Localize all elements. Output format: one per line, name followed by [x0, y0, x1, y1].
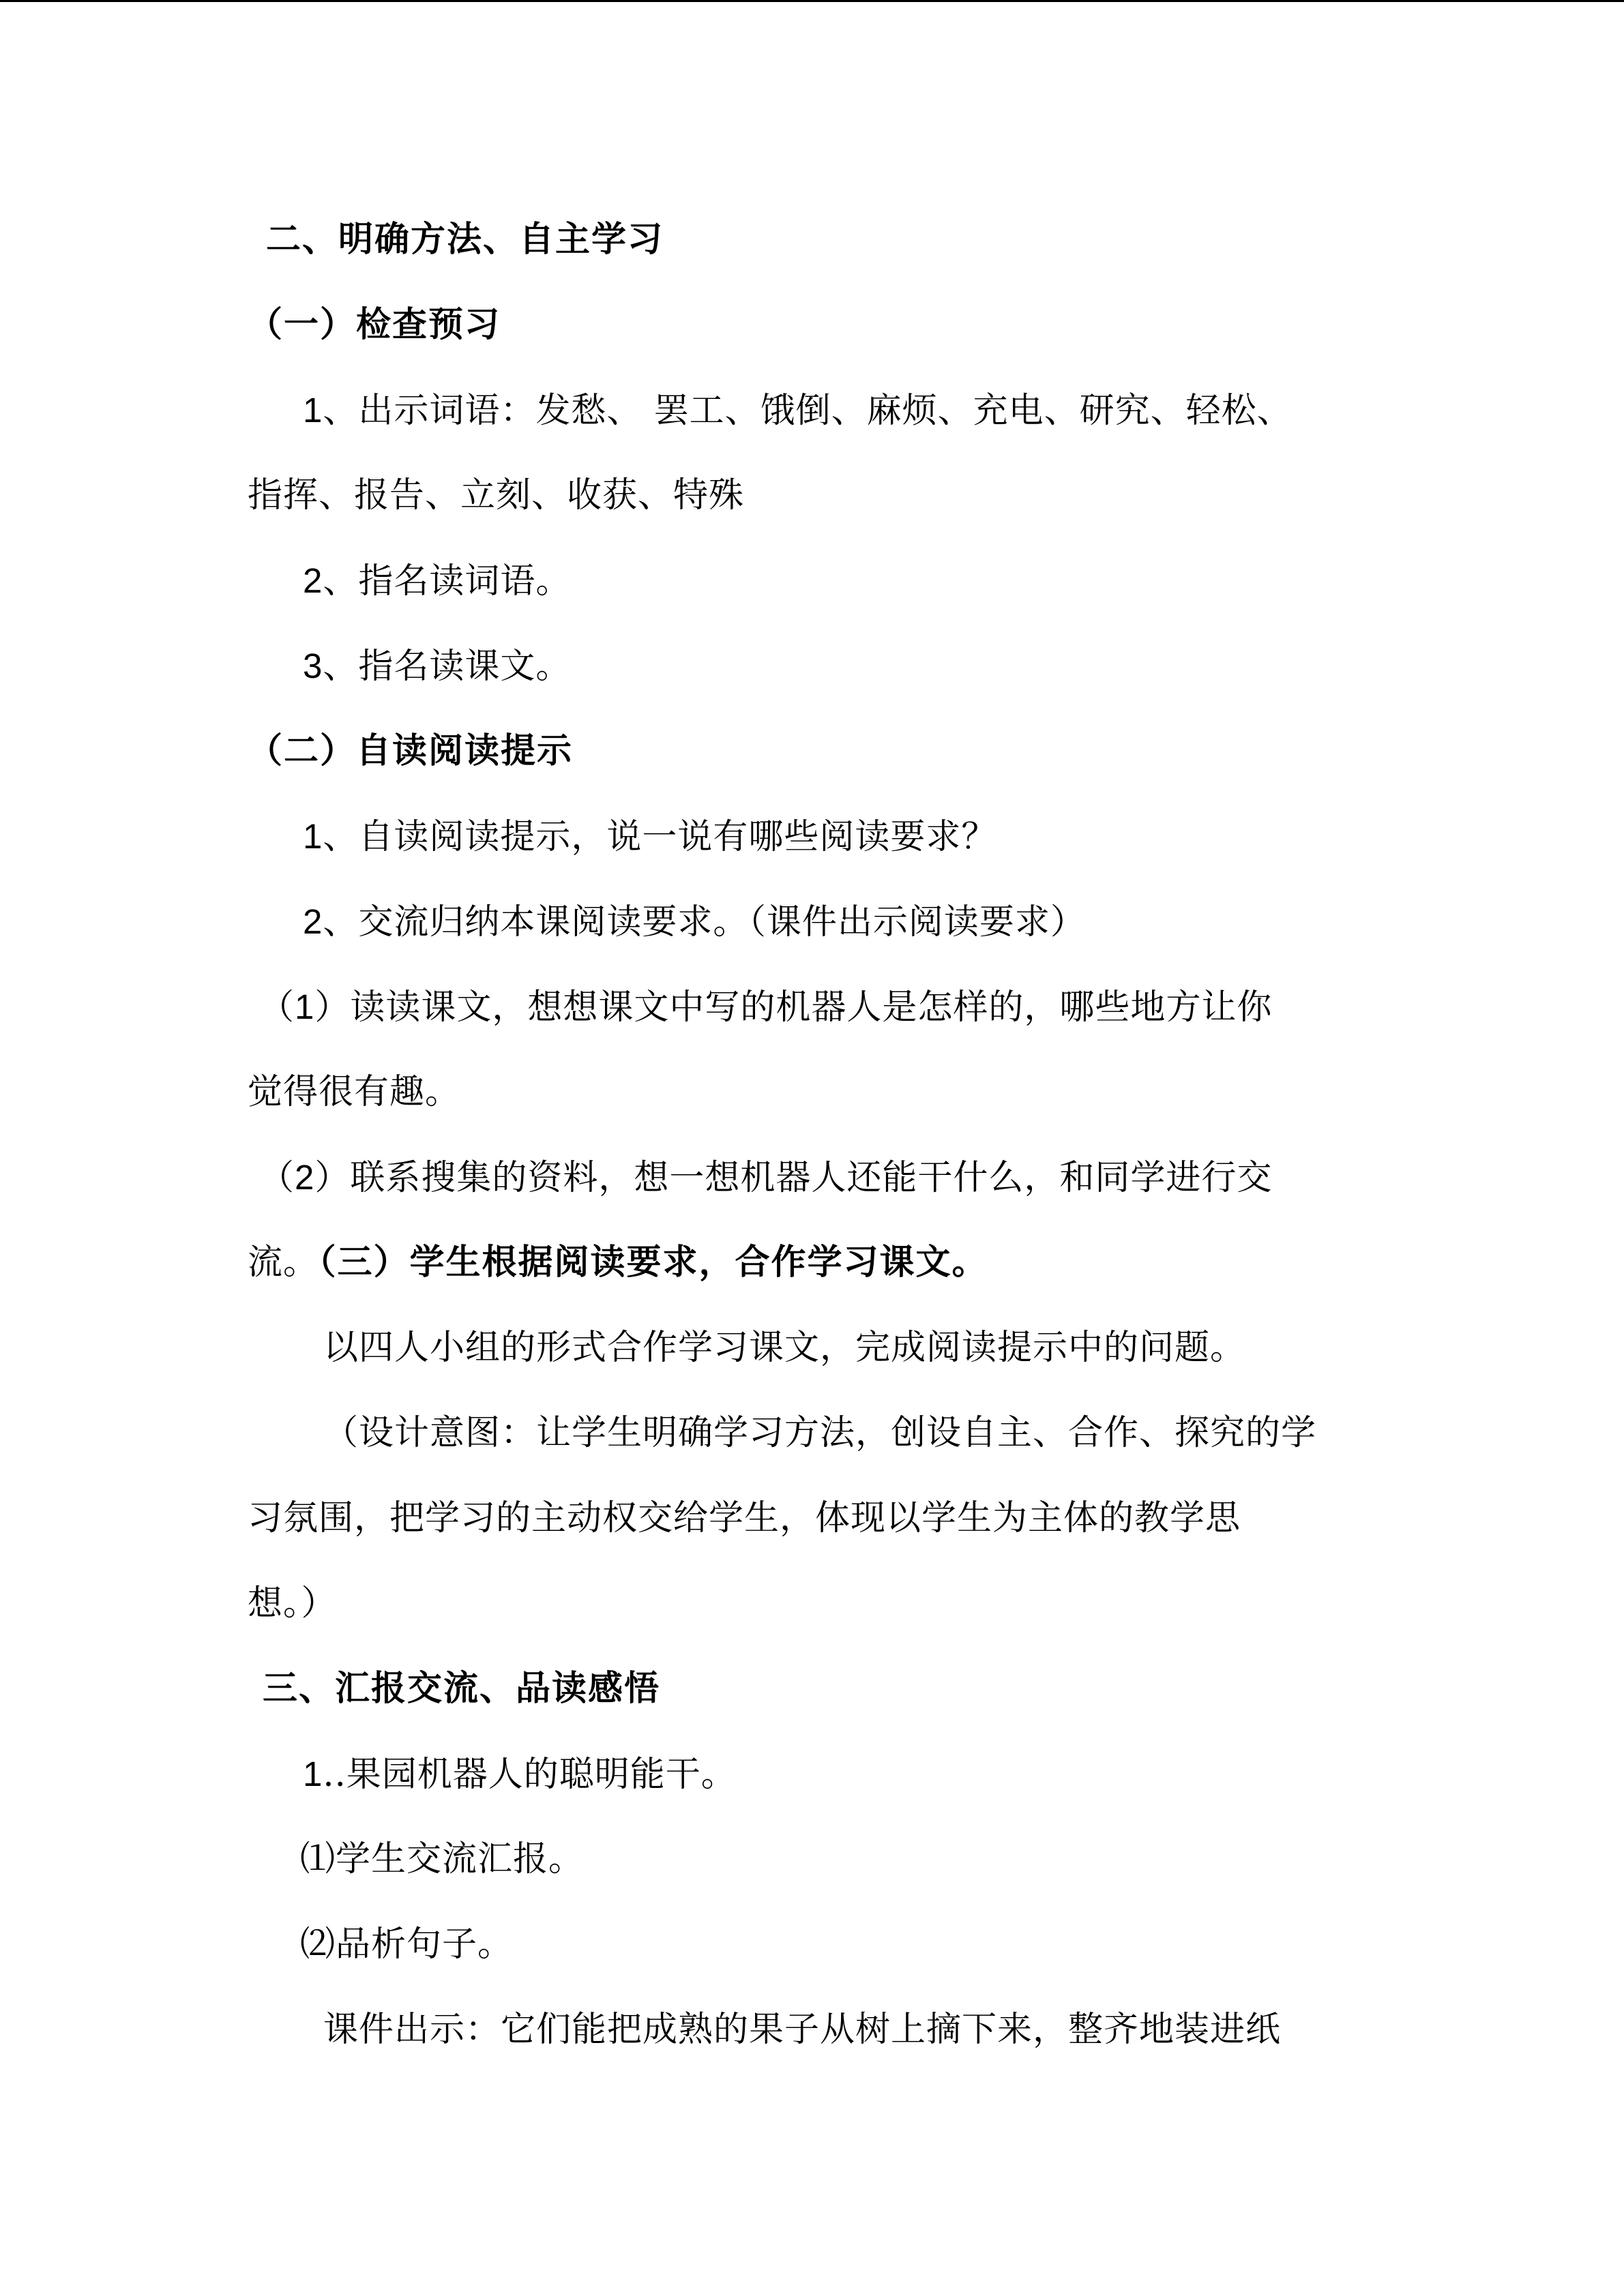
- item-text: ）读读课文，想想课文中写的机器人是怎样的，哪些地方让你: [314, 987, 1273, 1028]
- item-text: 、自读阅读提示，说一说有哪些阅读要求？: [323, 817, 997, 857]
- paragraph-word-list: [303, 387, 1293, 434]
- paragraph-group-study: 以四人小组的形式合作学习课文，完成阅读提示中的问题。: [323, 1328, 1246, 1368]
- paragraph-design-intent-end: 想。）: [248, 1583, 337, 1624]
- item-number: 2: [303, 902, 323, 941]
- paragraph-analyze-sentence: ⑵品析句子。: [300, 1924, 514, 1965]
- paragraph-student-report: ⑴学生交流汇报。: [300, 1839, 585, 1879]
- paragraph-summarize: [303, 898, 1086, 946]
- open-paren: （: [259, 1158, 295, 1198]
- subheading-cooperative-study: （三）学生根据阅读要求，合作学习课文。: [319, 1242, 988, 1283]
- paragraph-requirement-2: [259, 1154, 1272, 1202]
- item-text: 、交流归纳本课阅读要求。（课件出示阅读要求）: [323, 902, 1086, 942]
- item-number: 2: [303, 561, 323, 600]
- paragraph-word-list-continued: 指挥、报告、立刻、收获、特殊: [248, 475, 745, 516]
- item-number: 1: [295, 987, 315, 1026]
- paragraph-design-intent-continued: 习氛围，把学习的主动权交给学生，体现以学生为主体的教学思: [248, 1498, 1241, 1538]
- item-text: 流。: [248, 1242, 319, 1283]
- paragraph-design-intent: （设计意图：让学生明确学习方法，创设自主、合作、探究的学: [323, 1413, 1317, 1453]
- paragraph-read-words: [303, 557, 571, 605]
- paragraph-orchard-robot: [303, 1750, 737, 1798]
- top-border: [0, 0, 1624, 2]
- item-number: 1: [303, 1755, 323, 1793]
- item-text: ..果园机器人的聪明能干。: [323, 1755, 737, 1795]
- paragraph-requirement-2-continued: [248, 1239, 988, 1287]
- item-number: 2: [295, 1158, 315, 1197]
- item-text: 、指名读课文。: [323, 646, 572, 687]
- item-text: 、指名读词语。: [323, 561, 572, 601]
- subheading-check-preview: （一）检查预习: [248, 305, 501, 345]
- paragraph-read-text: [303, 642, 571, 690]
- item-number: 1: [303, 391, 323, 430]
- item-number: 3: [303, 646, 323, 685]
- section-heading-2: 二、明确方法、自主学习: [266, 220, 664, 260]
- item-text: ）联系搜集的资料，想一想机器人还能干什么，和同学进行交: [314, 1158, 1273, 1198]
- paragraph-requirement-1: [259, 983, 1272, 1031]
- subheading-reading-tips: （二）自读阅读提示: [248, 731, 574, 771]
- paragraph-self-read: [303, 813, 996, 861]
- section-heading-3: 三、汇报交流、品读感悟: [263, 1669, 661, 1709]
- open-paren: （: [259, 987, 295, 1028]
- paragraph-courseware-display: 课件出示：它们能把成熟的果子从树上摘下来，整齐地装进纸: [323, 2010, 1282, 2050]
- paragraph-requirement-1-continued: 觉得很有趣。: [248, 1072, 461, 1112]
- item-number: 1: [303, 817, 323, 856]
- item-text: 、出示词语：发愁、 罢工、饿倒、麻烦、充电、研究、轻松、: [323, 391, 1293, 431]
